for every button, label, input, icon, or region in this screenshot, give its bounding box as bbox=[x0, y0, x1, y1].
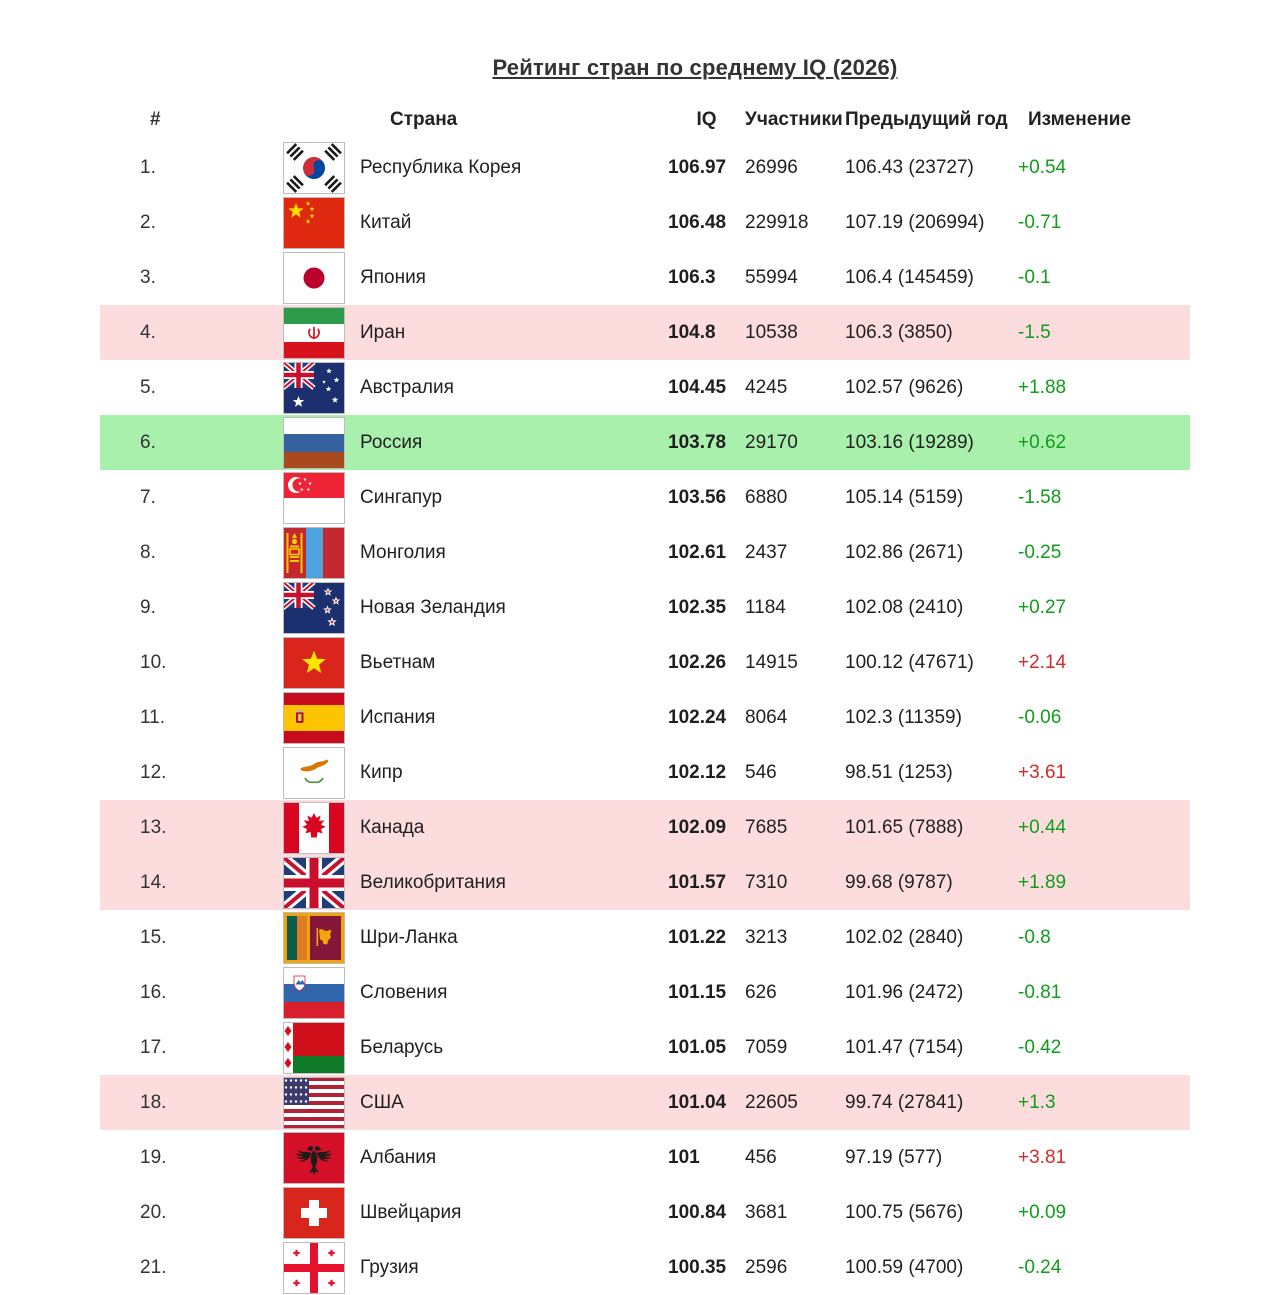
flag-by-icon bbox=[283, 1022, 360, 1074]
country-name: Австралия bbox=[360, 376, 454, 398]
flag-cell bbox=[175, 582, 360, 634]
flag-es-icon bbox=[283, 692, 360, 744]
previous-year-value: 102.86 (2671) bbox=[845, 541, 964, 563]
table-header-row bbox=[100, 100, 1190, 140]
rank-cell: 5. bbox=[140, 376, 156, 398]
country-name: Монголия bbox=[360, 541, 446, 563]
flag-ge-icon bbox=[283, 1242, 360, 1294]
iq-value: 101 bbox=[668, 1146, 700, 1168]
change-value: -1.58 bbox=[1018, 486, 1062, 508]
table-row bbox=[100, 800, 1190, 855]
rank-cell: 19. bbox=[140, 1146, 167, 1168]
participants-value: 8064 bbox=[745, 706, 788, 728]
table-row bbox=[100, 305, 1190, 360]
rank-cell: 17. bbox=[140, 1036, 167, 1058]
change-value: -1.5 bbox=[1018, 321, 1051, 343]
iq-value: 106.97 bbox=[668, 156, 727, 178]
iq-value: 101.04 bbox=[668, 1091, 727, 1113]
country-name: Иран bbox=[360, 321, 406, 343]
table-row bbox=[100, 360, 1190, 415]
table-row bbox=[100, 250, 1190, 305]
previous-year-value: 97.19 (577) bbox=[845, 1146, 943, 1168]
flag-cell bbox=[175, 417, 360, 469]
page-title: Рейтинг стран по среднему IQ (2026) bbox=[492, 55, 898, 80]
participants-value: 546 bbox=[745, 761, 777, 783]
country-name: Грузия bbox=[360, 1256, 419, 1278]
header-participants: Участники bbox=[745, 109, 843, 130]
iq-value: 101.05 bbox=[668, 1036, 727, 1058]
flag-cell bbox=[175, 912, 360, 964]
previous-year-value: 101.65 (7888) bbox=[845, 816, 964, 838]
rank-cell: 4. bbox=[140, 321, 156, 343]
flag-cell bbox=[175, 307, 360, 359]
flag-ir-icon bbox=[283, 307, 360, 359]
iq-value: 104.45 bbox=[668, 376, 727, 398]
rank-cell: 13. bbox=[140, 816, 167, 838]
rank-cell: 21. bbox=[140, 1256, 167, 1278]
participants-value: 2596 bbox=[745, 1256, 788, 1278]
country-name: Сингапур bbox=[360, 486, 443, 508]
flag-ch-icon bbox=[283, 1187, 360, 1239]
header-rank: # bbox=[150, 109, 161, 130]
rank-cell: 14. bbox=[140, 871, 167, 893]
flag-si-icon bbox=[283, 967, 360, 1019]
previous-year-value: 105.14 (5159) bbox=[845, 486, 964, 508]
country-name: Великобритания bbox=[360, 871, 506, 893]
rank-cell: 15. bbox=[140, 926, 167, 948]
participants-value: 4245 bbox=[745, 376, 788, 398]
rank-cell: 16. bbox=[140, 981, 167, 1003]
change-value: -0.1 bbox=[1018, 266, 1051, 288]
flag-cell bbox=[175, 142, 360, 194]
change-value: +3.61 bbox=[1018, 761, 1067, 783]
flag-cell bbox=[175, 527, 360, 579]
table-row bbox=[100, 1130, 1190, 1185]
previous-year-value: 102.08 (2410) bbox=[845, 596, 964, 618]
previous-year-value: 99.68 (9787) bbox=[845, 871, 953, 893]
participants-value: 55994 bbox=[745, 266, 798, 288]
flag-us-icon bbox=[283, 1077, 360, 1129]
table-row bbox=[100, 1185, 1190, 1240]
flag-cell bbox=[175, 362, 360, 414]
iq-value: 103.56 bbox=[668, 486, 727, 508]
participants-value: 7685 bbox=[745, 816, 788, 838]
change-value: -0.24 bbox=[1018, 1256, 1062, 1278]
flag-ru-icon bbox=[283, 417, 360, 469]
header-country: Страна bbox=[390, 109, 458, 130]
country-name: Швейцария bbox=[360, 1201, 462, 1223]
table-row bbox=[100, 140, 1190, 195]
previous-year-value: 100.75 (5676) bbox=[845, 1201, 964, 1223]
change-value: -0.8 bbox=[1018, 926, 1051, 948]
previous-year-value: 101.47 (7154) bbox=[845, 1036, 964, 1058]
header-iq: IQ bbox=[696, 109, 717, 130]
rank-cell: 1. bbox=[140, 156, 156, 178]
iq-value: 104.8 bbox=[668, 321, 716, 343]
table-row bbox=[100, 470, 1190, 525]
flag-cell bbox=[175, 802, 360, 854]
country-name: Канада bbox=[360, 816, 425, 838]
flag-cell bbox=[175, 967, 360, 1019]
previous-year-value: 103.16 (19289) bbox=[845, 431, 974, 453]
table-row bbox=[100, 195, 1190, 250]
change-value: -0.42 bbox=[1018, 1036, 1062, 1058]
table-row bbox=[100, 690, 1190, 745]
flag-sg-icon bbox=[283, 472, 360, 524]
table-row bbox=[100, 580, 1190, 635]
iq-value: 102.61 bbox=[668, 541, 727, 563]
change-value: +1.88 bbox=[1018, 376, 1067, 398]
previous-year-value: 98.51 (1253) bbox=[845, 761, 953, 783]
change-value: -0.06 bbox=[1018, 706, 1062, 728]
change-value: +0.27 bbox=[1018, 596, 1067, 618]
change-value: +0.54 bbox=[1018, 156, 1067, 178]
previous-year-value: 102.3 (11359) bbox=[845, 706, 962, 728]
country-name: Китай bbox=[360, 211, 412, 233]
table-row bbox=[100, 415, 1190, 470]
iq-value: 102.09 bbox=[668, 816, 727, 838]
change-value: +2.14 bbox=[1018, 651, 1067, 673]
table-row bbox=[100, 1240, 1190, 1295]
iq-value: 102.12 bbox=[668, 761, 727, 783]
table-row bbox=[100, 965, 1190, 1020]
country-name: Албания bbox=[360, 1146, 437, 1168]
flag-kr-icon bbox=[283, 142, 360, 194]
country-name: США bbox=[360, 1091, 404, 1113]
participants-value: 7310 bbox=[745, 871, 788, 893]
country-name: Япония bbox=[360, 266, 426, 288]
previous-year-value: 106.4 (145459) bbox=[845, 266, 974, 288]
change-value: +1.3 bbox=[1018, 1091, 1056, 1113]
flag-mn-icon bbox=[283, 527, 360, 579]
iq-value: 106.3 bbox=[668, 266, 716, 288]
country-name: Кипр bbox=[360, 761, 403, 783]
header-previous-year: Предыдущий год bbox=[845, 109, 1008, 130]
participants-value: 1184 bbox=[745, 596, 786, 618]
flag-vn-icon bbox=[283, 637, 360, 689]
flag-cell bbox=[175, 1242, 360, 1294]
change-value: -0.81 bbox=[1018, 981, 1062, 1003]
previous-year-value: 100.59 (4700) bbox=[845, 1256, 964, 1278]
table-body bbox=[100, 140, 1190, 1295]
previous-year-value: 106.3 (3850) bbox=[845, 321, 953, 343]
iq-value: 103.78 bbox=[668, 431, 727, 453]
flag-cell bbox=[175, 1077, 360, 1129]
previous-year-value: 107.19 (206994) bbox=[845, 211, 985, 233]
iq-value: 100.35 bbox=[668, 1256, 727, 1278]
iq-value: 102.35 bbox=[668, 596, 727, 618]
participants-value: 10538 bbox=[745, 321, 798, 343]
change-value: +1.89 bbox=[1018, 871, 1067, 893]
iq-value: 100.84 bbox=[668, 1201, 727, 1223]
change-value: +3.81 bbox=[1018, 1146, 1067, 1168]
participants-value: 229918 bbox=[745, 211, 809, 233]
participants-value: 7059 bbox=[745, 1036, 788, 1058]
previous-year-value: 106.43 (23727) bbox=[845, 156, 974, 178]
flag-cell bbox=[175, 197, 360, 249]
country-name: Вьетнам bbox=[360, 651, 436, 673]
rank-cell: 18. bbox=[140, 1091, 167, 1113]
flag-al-icon bbox=[283, 1132, 360, 1184]
flag-cell bbox=[175, 637, 360, 689]
rank-cell: 12. bbox=[140, 761, 167, 783]
participants-value: 626 bbox=[745, 981, 777, 1003]
flag-cell bbox=[175, 857, 360, 909]
flag-cell bbox=[175, 1187, 360, 1239]
participants-value: 3681 bbox=[745, 1201, 788, 1223]
iq-value: 101.22 bbox=[668, 926, 727, 948]
rank-cell: 20. bbox=[140, 1201, 167, 1223]
previous-year-value: 99.74 (27841) bbox=[845, 1091, 964, 1113]
country-name: Испания bbox=[360, 706, 436, 728]
iq-value: 106.48 bbox=[668, 211, 727, 233]
change-value: +0.62 bbox=[1018, 431, 1067, 453]
flag-ca-icon bbox=[283, 802, 360, 854]
country-name: Шри-Ланка bbox=[360, 926, 458, 948]
rank-cell: 6. bbox=[140, 431, 156, 453]
table-row bbox=[100, 910, 1190, 965]
flag-cell bbox=[175, 1132, 360, 1184]
flag-cell bbox=[175, 1022, 360, 1074]
participants-value: 3213 bbox=[745, 926, 788, 948]
table-row bbox=[100, 745, 1190, 800]
flag-gb-icon bbox=[283, 857, 360, 909]
country-name: Новая Зеландия bbox=[360, 596, 506, 618]
table-row bbox=[100, 1020, 1190, 1075]
rank-cell: 3. bbox=[140, 266, 156, 288]
flag-cell bbox=[175, 252, 360, 304]
iq-value: 101.57 bbox=[668, 871, 727, 893]
previous-year-value: 102.57 (9626) bbox=[845, 376, 964, 398]
table-row bbox=[100, 635, 1190, 690]
participants-value: 26996 bbox=[745, 156, 798, 178]
country-name: Республика Корея bbox=[360, 156, 522, 178]
change-value: -0.71 bbox=[1018, 211, 1062, 233]
iq-ranking-table bbox=[100, 100, 1190, 1295]
flag-cy-icon bbox=[283, 747, 360, 799]
header-change: Изменение bbox=[1028, 109, 1132, 130]
previous-year-value: 100.12 (47671) bbox=[845, 651, 974, 673]
country-name: Россия bbox=[360, 431, 423, 453]
rank-cell: 9. bbox=[140, 596, 156, 618]
rank-cell: 7. bbox=[140, 486, 156, 508]
participants-value: 456 bbox=[745, 1146, 777, 1168]
participants-value: 22605 bbox=[745, 1091, 798, 1113]
flag-au-icon bbox=[283, 362, 360, 414]
participants-value: 29170 bbox=[745, 431, 798, 453]
iq-value: 102.26 bbox=[668, 651, 727, 673]
flag-lk-icon bbox=[283, 912, 360, 964]
rank-cell: 8. bbox=[140, 541, 156, 563]
previous-year-value: 101.96 (2472) bbox=[845, 981, 964, 1003]
previous-year-value: 102.02 (2840) bbox=[845, 926, 964, 948]
change-value: +0.44 bbox=[1018, 816, 1067, 838]
iq-value: 102.24 bbox=[668, 706, 727, 728]
flag-cell bbox=[175, 692, 360, 744]
country-name: Беларусь bbox=[360, 1036, 444, 1058]
rank-cell: 11. bbox=[140, 706, 166, 728]
table-row bbox=[100, 525, 1190, 580]
participants-value: 6880 bbox=[745, 486, 788, 508]
flag-cell bbox=[175, 472, 360, 524]
participants-value: 2437 bbox=[745, 541, 788, 563]
table-row bbox=[100, 1075, 1190, 1130]
rank-cell: 10. bbox=[140, 651, 167, 673]
flag-cn-icon bbox=[283, 197, 360, 249]
participants-value: 14915 bbox=[745, 651, 798, 673]
flag-nz-icon bbox=[283, 582, 360, 634]
country-name: Словения bbox=[360, 981, 448, 1003]
flag-cell bbox=[175, 747, 360, 799]
rank-cell: 2. bbox=[140, 211, 156, 233]
table-row bbox=[100, 855, 1190, 910]
change-value: -0.25 bbox=[1018, 541, 1062, 563]
change-value: +0.09 bbox=[1018, 1201, 1067, 1223]
flag-jp-icon bbox=[283, 252, 360, 304]
iq-value: 101.15 bbox=[668, 981, 727, 1003]
